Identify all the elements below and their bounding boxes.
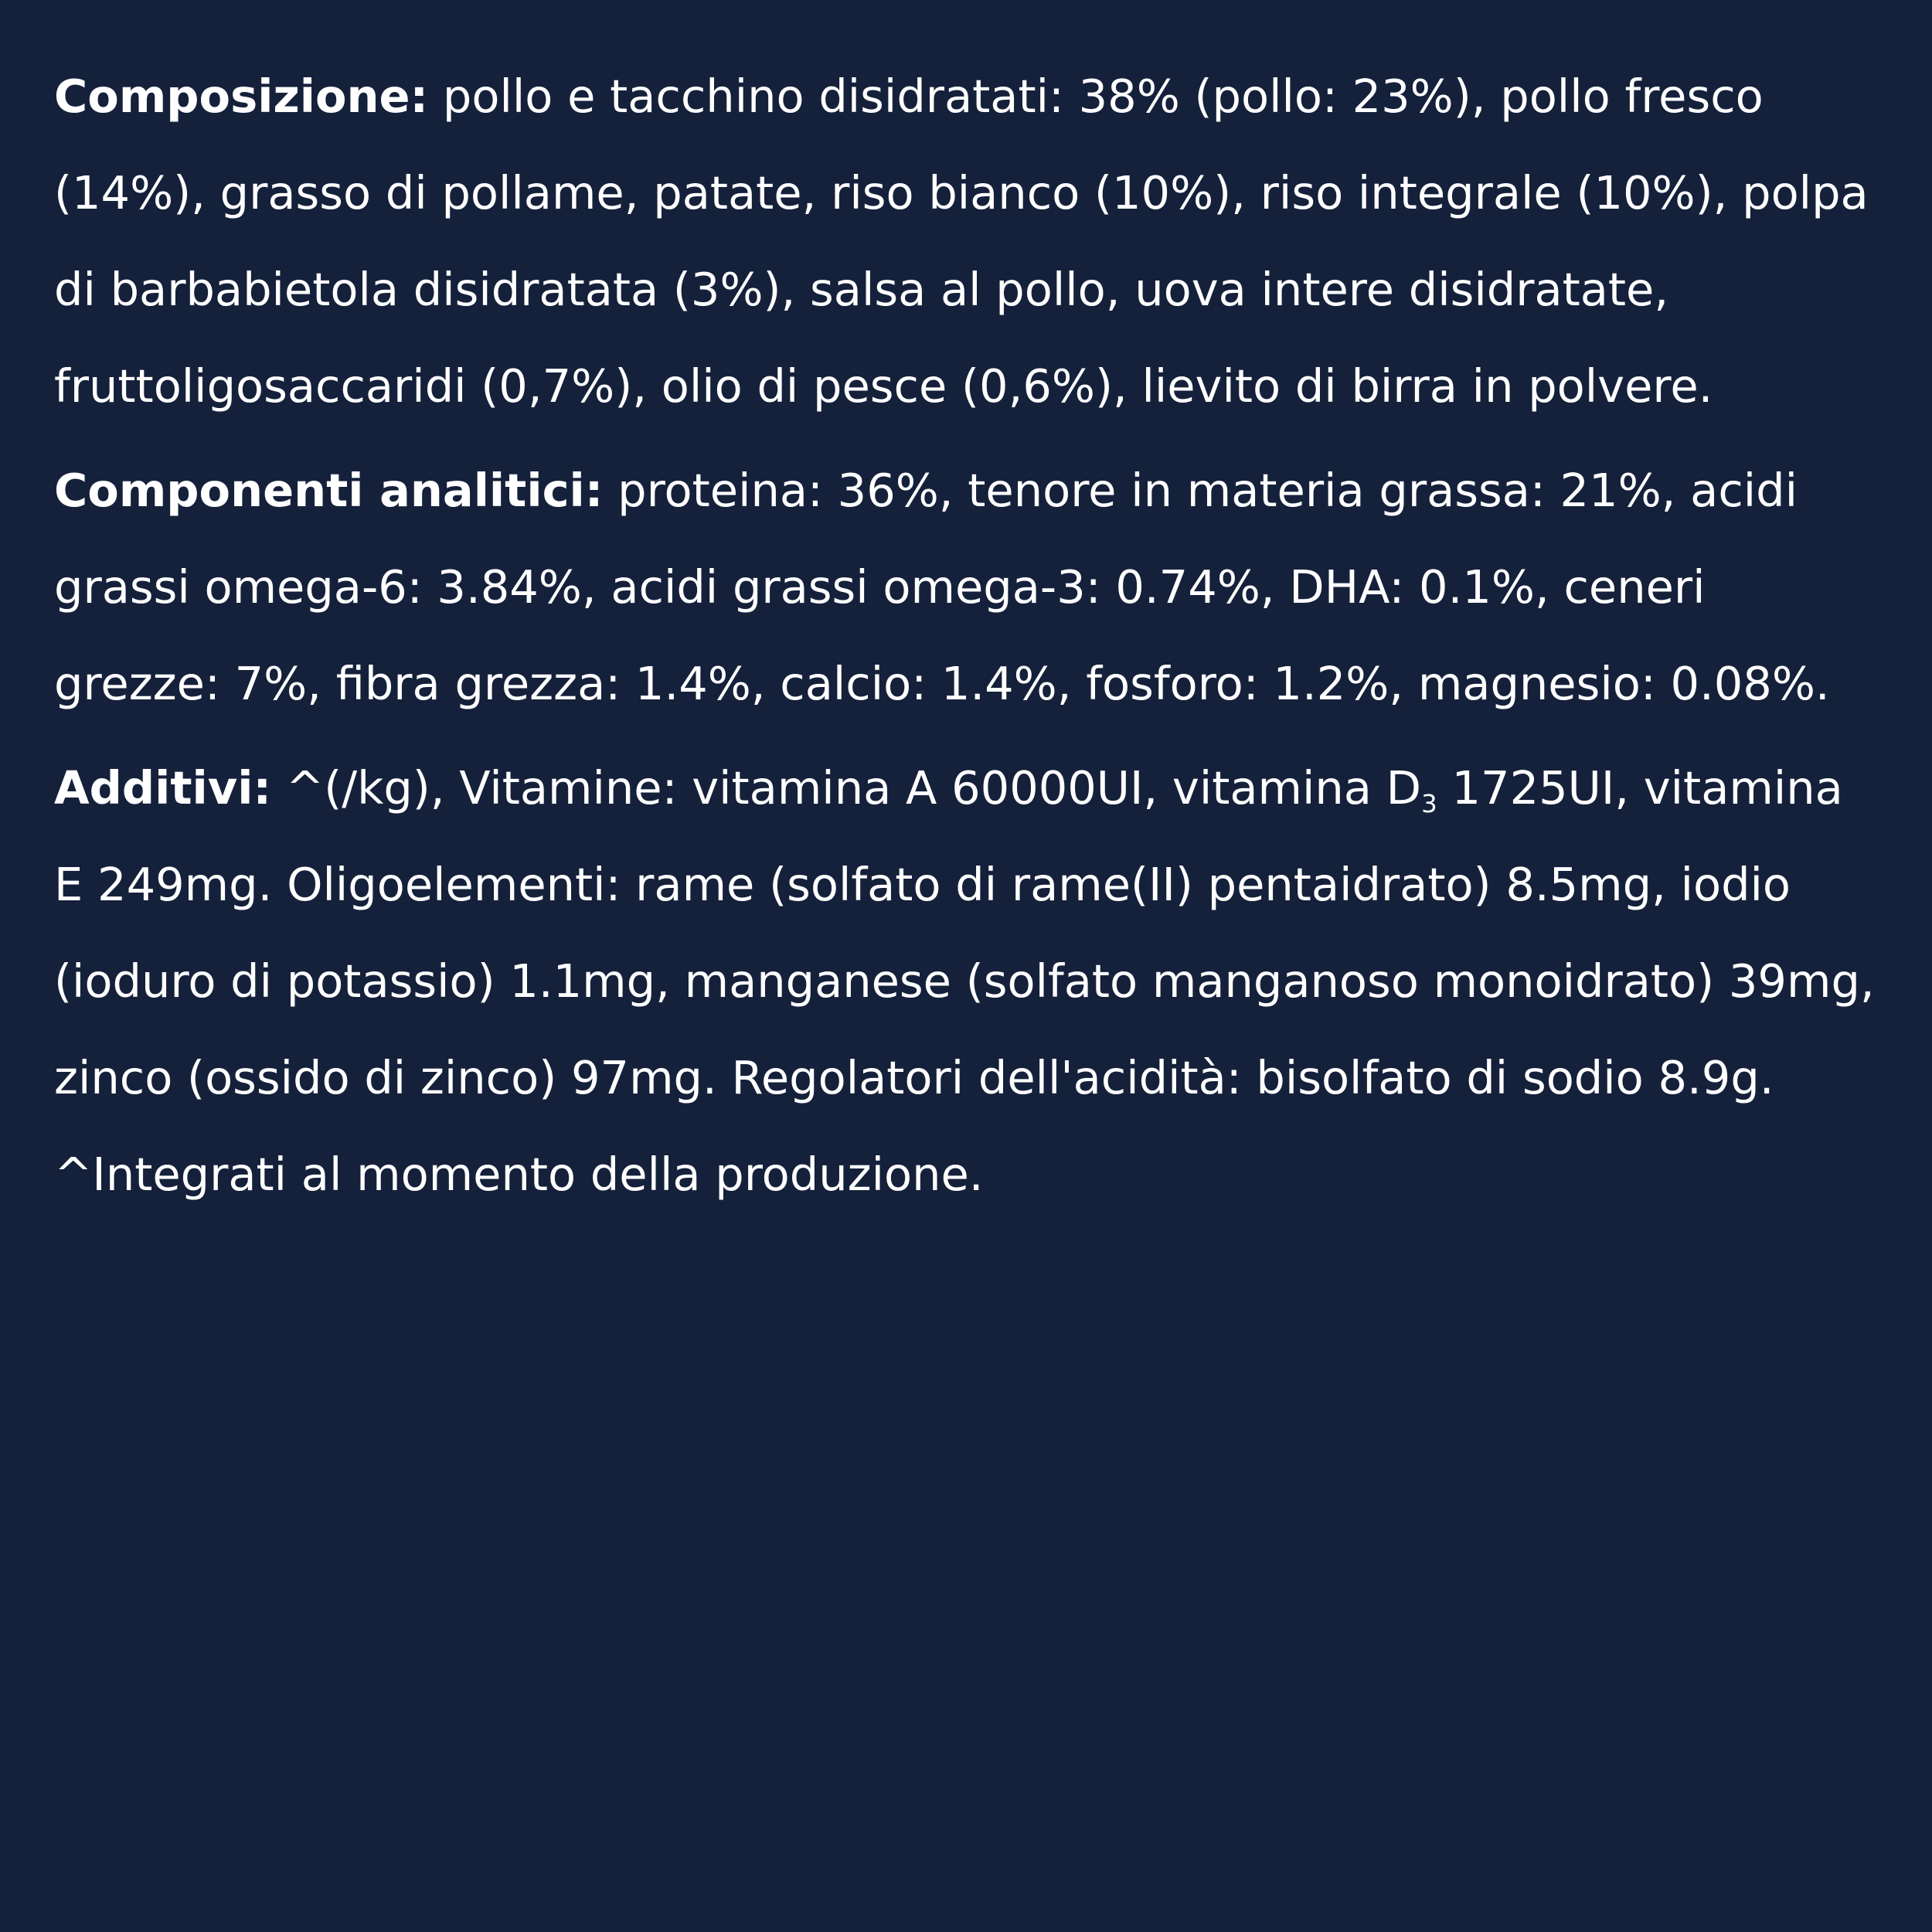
additives-label: Additivi: xyxy=(54,761,272,815)
additives-text-start: ^(/kg), Vitamine: vitamina A 60000UI, vitamina D xyxy=(285,761,1422,815)
composition-section xyxy=(54,48,1878,434)
vitamin-d-subscript: 3 xyxy=(1421,789,1437,819)
analytical-components-label: Componenti analitici: xyxy=(54,464,604,517)
analytical-components-section xyxy=(54,442,1878,732)
additives-text-end: 1725UI, vitamina E 249mg. Oligoelementi: rame (solfato di rame(II) pentaidrato) 8.5mg, iodio (ioduro di potassio) 1.1mg, manganese (solfato manganoso monoidrato) 39mg, zinco (ossido di zinco) 97mg. Regolatori dell'acidità: bisolfato di sodio 8.9g. ^Integrati al momento della produzione. xyxy=(54,761,1875,1201)
analytical-components-text: proteina: 36%, tenore in materia grassa: 21%, acidi grassi omega-6: 3.84%, acidi grassi omega-3: 0.74%, DHA: 0.1%, ceneri grezze: 7%, fibra grezza: 1.4%, calcio: 1.4%, fosforo: 1.2%, magnesio: 0.08%. xyxy=(54,464,1830,710)
composition-text: pollo e tacchino disidratati: 38% (pollo: 23%), pollo fresco (14%), grasso di pollame, patate, riso bianco (10%), riso integrale (10%), polpa di barbabietola disidratata (3%), salsa al pollo, uova intere disidratate, fruttoligosaccaridi (0,7%), olio di pesce (0,6%), lievito di birra in polvere. xyxy=(54,70,1869,413)
additives-section xyxy=(54,740,1878,1223)
composition-label: Composizione: xyxy=(54,70,429,123)
